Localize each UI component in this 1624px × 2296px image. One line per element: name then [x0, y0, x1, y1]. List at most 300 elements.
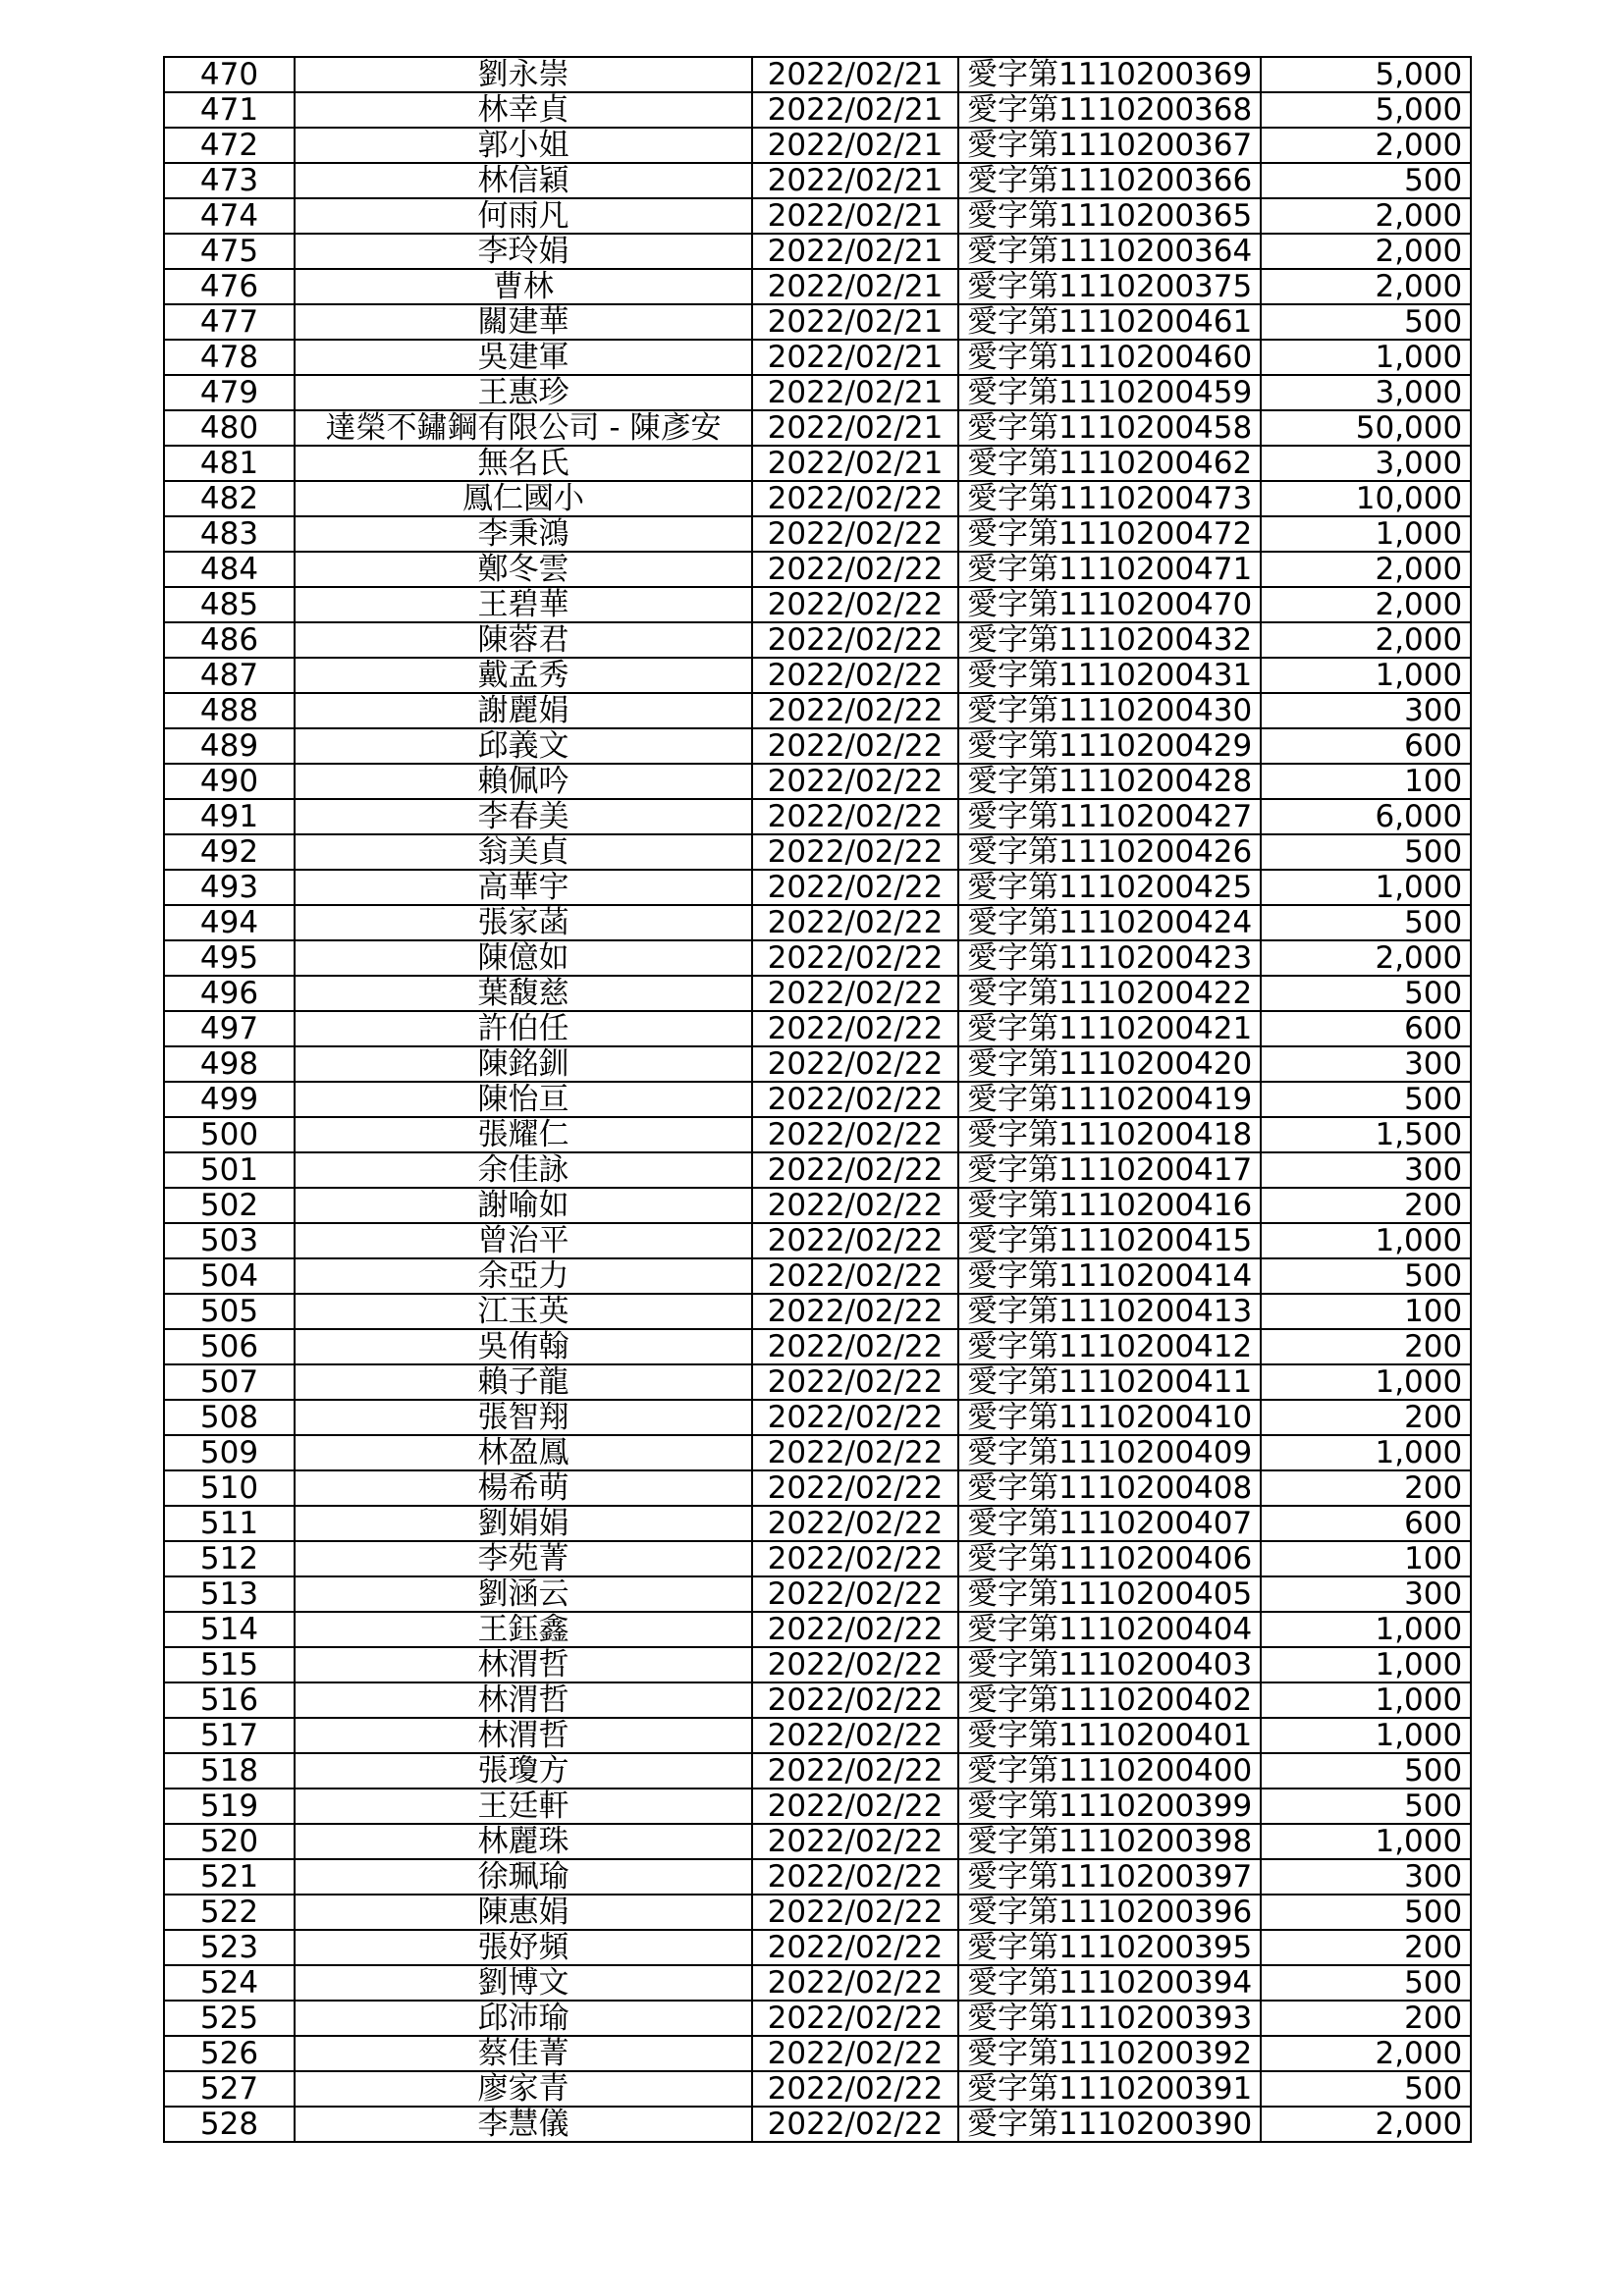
cell-number: 489: [164, 728, 295, 764]
cell-receipt-no: 愛字第1110200394: [958, 1965, 1261, 2001]
cell-donor-name: 邱義文: [295, 728, 752, 764]
cell-date: 2022/02/22: [752, 1152, 958, 1188]
cell-donor-name: 關建華: [295, 304, 752, 340]
cell-number: 494: [164, 905, 295, 940]
cell-date: 2022/02/22: [752, 1895, 958, 1930]
cell-amount: 300: [1261, 693, 1471, 728]
cell-amount: 200: [1261, 2001, 1471, 2036]
cell-number: 474: [164, 198, 295, 234]
cell-date: 2022/02/22: [752, 516, 958, 552]
table-row: [164, 1506, 1471, 1541]
table-row: [164, 1400, 1471, 1435]
cell-donor-name: 劉娟娟: [295, 1506, 752, 1541]
cell-amount: 500: [1261, 976, 1471, 1011]
cell-number: 483: [164, 516, 295, 552]
cell-date: 2022/02/22: [752, 1576, 958, 1612]
table-row: [164, 128, 1471, 163]
cell-amount: 500: [1261, 834, 1471, 870]
cell-amount: 2,000: [1261, 128, 1471, 163]
cell-amount: 200: [1261, 1329, 1471, 1364]
cell-receipt-no: 愛字第1110200367: [958, 128, 1261, 163]
cell-number: 496: [164, 976, 295, 1011]
cell-receipt-no: 愛字第1110200413: [958, 1294, 1261, 1329]
cell-receipt-no: 愛字第1110200409: [958, 1435, 1261, 1470]
cell-receipt-no: 愛字第1110200369: [958, 57, 1261, 92]
cell-date: 2022/02/21: [752, 269, 958, 304]
cell-donor-name: 張瓊方: [295, 1753, 752, 1789]
cell-donor-name: 林渭哲: [295, 1718, 752, 1753]
cell-donor-name: 翁美貞: [295, 834, 752, 870]
cell-date: 2022/02/22: [752, 1364, 958, 1400]
cell-date: 2022/02/22: [752, 905, 958, 940]
cell-date: 2022/02/21: [752, 92, 958, 128]
cell-date: 2022/02/21: [752, 198, 958, 234]
cell-number: 513: [164, 1576, 295, 1612]
table-row: [164, 1258, 1471, 1294]
cell-receipt-no: 愛字第1110200423: [958, 940, 1261, 976]
cell-donor-name: 林盈鳳: [295, 1435, 752, 1470]
table-row: [164, 57, 1471, 92]
table-row: [164, 1930, 1471, 1965]
cell-donor-name: 吳建軍: [295, 340, 752, 375]
cell-date: 2022/02/22: [752, 2071, 958, 2107]
table-row: [164, 1789, 1471, 1824]
cell-number: 518: [164, 1753, 295, 1789]
cell-receipt-no: 愛字第1110200400: [958, 1753, 1261, 1789]
cell-receipt-no: 愛字第1110200471: [958, 552, 1261, 587]
cell-date: 2022/02/22: [752, 2107, 958, 2142]
cell-date: 2022/02/22: [752, 728, 958, 764]
table-row: [164, 622, 1471, 658]
cell-receipt-no: 愛字第1110200415: [958, 1223, 1261, 1258]
cell-amount: 200: [1261, 1188, 1471, 1223]
table-row: [164, 552, 1471, 587]
cell-donor-name: 陳億如: [295, 940, 752, 976]
cell-receipt-no: 愛字第1110200421: [958, 1011, 1261, 1046]
cell-amount: 1,000: [1261, 340, 1471, 375]
cell-donor-name: 無名氏: [295, 446, 752, 481]
cell-donor-name: 賴佩吟: [295, 764, 752, 799]
table-row: [164, 1895, 1471, 1930]
cell-date: 2022/02/22: [752, 2001, 958, 2036]
cell-number: 525: [164, 2001, 295, 2036]
cell-receipt-no: 愛字第1110200364: [958, 234, 1261, 269]
cell-number: 499: [164, 1082, 295, 1117]
cell-receipt-no: 愛字第1110200397: [958, 1859, 1261, 1895]
cell-receipt-no: 愛字第1110200365: [958, 198, 1261, 234]
cell-donor-name: 林幸貞: [295, 92, 752, 128]
cell-amount: 500: [1261, 1789, 1471, 1824]
table-row: [164, 410, 1471, 446]
cell-donor-name: 余佳詠: [295, 1152, 752, 1188]
cell-donor-name: 吳侑翰: [295, 1329, 752, 1364]
cell-receipt-no: 愛字第1110200425: [958, 870, 1261, 905]
cell-receipt-no: 愛字第1110200414: [958, 1258, 1261, 1294]
cell-amount: 3,000: [1261, 446, 1471, 481]
cell-receipt-no: 愛字第1110200392: [958, 2036, 1261, 2071]
cell-receipt-no: 愛字第1110200473: [958, 481, 1261, 516]
cell-number: 526: [164, 2036, 295, 2071]
cell-receipt-no: 愛字第1110200412: [958, 1329, 1261, 1364]
cell-donor-name: 張妤頻: [295, 1930, 752, 1965]
cell-receipt-no: 愛字第1110200404: [958, 1612, 1261, 1647]
cell-number: 517: [164, 1718, 295, 1753]
cell-date: 2022/02/22: [752, 1258, 958, 1294]
table-row: [164, 1682, 1471, 1718]
cell-number: 503: [164, 1223, 295, 1258]
cell-receipt-no: 愛字第1110200419: [958, 1082, 1261, 1117]
table-row: [164, 1753, 1471, 1789]
cell-donor-name: 廖家青: [295, 2071, 752, 2107]
cell-donor-name: 賴子龍: [295, 1364, 752, 1400]
cell-donor-name: 陳惠娟: [295, 1895, 752, 1930]
cell-receipt-no: 愛字第1110200422: [958, 976, 1261, 1011]
cell-donor-name: 張耀仁: [295, 1117, 752, 1152]
cell-donor-name: 林麗珠: [295, 1824, 752, 1859]
cell-receipt-no: 愛字第1110200431: [958, 658, 1261, 693]
cell-number: 481: [164, 446, 295, 481]
cell-receipt-no: 愛字第1110200399: [958, 1789, 1261, 1824]
cell-amount: 6,000: [1261, 799, 1471, 834]
cell-receipt-no: 愛字第1110200428: [958, 764, 1261, 799]
cell-amount: 2,000: [1261, 940, 1471, 976]
cell-receipt-no: 愛字第1110200420: [958, 1046, 1261, 1082]
cell-receipt-no: 愛字第1110200368: [958, 92, 1261, 128]
table-row: [164, 198, 1471, 234]
cell-amount: 600: [1261, 1011, 1471, 1046]
cell-number: 488: [164, 693, 295, 728]
table-row: [164, 92, 1471, 128]
cell-amount: 500: [1261, 2071, 1471, 2107]
cell-date: 2022/02/21: [752, 375, 958, 410]
cell-number: 528: [164, 2107, 295, 2142]
cell-donor-name: 林渭哲: [295, 1682, 752, 1718]
table-row: [164, 1223, 1471, 1258]
cell-donor-name: 陳蓉君: [295, 622, 752, 658]
cell-receipt-no: 愛字第1110200401: [958, 1718, 1261, 1753]
cell-amount: 600: [1261, 728, 1471, 764]
cell-date: 2022/02/22: [752, 1506, 958, 1541]
cell-receipt-no: 愛字第1110200391: [958, 2071, 1261, 2107]
cell-amount: 2,000: [1261, 2107, 1471, 2142]
cell-receipt-no: 愛字第1110200398: [958, 1824, 1261, 1859]
cell-number: 486: [164, 622, 295, 658]
cell-receipt-no: 愛字第1110200411: [958, 1364, 1261, 1400]
cell-receipt-no: 愛字第1110200461: [958, 304, 1261, 340]
cell-number: 478: [164, 340, 295, 375]
cell-number: 508: [164, 1400, 295, 1435]
cell-receipt-no: 愛字第1110200458: [958, 410, 1261, 446]
cell-date: 2022/02/22: [752, 622, 958, 658]
cell-date: 2022/02/22: [752, 870, 958, 905]
cell-number: 477: [164, 304, 295, 340]
cell-donor-name: 葉馥慈: [295, 976, 752, 1011]
cell-amount: 1,500: [1261, 1117, 1471, 1152]
table-row: [164, 269, 1471, 304]
cell-date: 2022/02/22: [752, 1789, 958, 1824]
cell-receipt-no: 愛字第1110200405: [958, 1576, 1261, 1612]
cell-receipt-no: 愛字第1110200470: [958, 587, 1261, 622]
cell-number: 521: [164, 1859, 295, 1895]
table-row: [164, 1576, 1471, 1612]
cell-donor-name: 李玲娟: [295, 234, 752, 269]
cell-amount: 300: [1261, 1576, 1471, 1612]
cell-number: 522: [164, 1895, 295, 1930]
cell-donor-name: 林信穎: [295, 163, 752, 198]
cell-donor-name: 王鈺鑫: [295, 1612, 752, 1647]
donation-table-body: [164, 57, 1471, 2142]
cell-number: 501: [164, 1152, 295, 1188]
cell-receipt-no: 愛字第1110200406: [958, 1541, 1261, 1576]
cell-date: 2022/02/22: [752, 1647, 958, 1682]
cell-amount: 1,000: [1261, 1824, 1471, 1859]
cell-amount: 500: [1261, 1965, 1471, 2001]
cell-date: 2022/02/22: [752, 1117, 958, 1152]
cell-receipt-no: 愛字第1110200430: [958, 693, 1261, 728]
table-row: [164, 516, 1471, 552]
cell-receipt-no: 愛字第1110200393: [958, 2001, 1261, 2036]
cell-date: 2022/02/21: [752, 128, 958, 163]
cell-amount: 100: [1261, 764, 1471, 799]
cell-receipt-no: 愛字第1110200402: [958, 1682, 1261, 1718]
cell-date: 2022/02/21: [752, 446, 958, 481]
cell-number: 520: [164, 1824, 295, 1859]
table-row: [164, 1011, 1471, 1046]
cell-amount: 3,000: [1261, 375, 1471, 410]
cell-date: 2022/02/22: [752, 1965, 958, 2001]
cell-donor-name: 謝喻如: [295, 1188, 752, 1223]
cell-donor-name: 戴孟秀: [295, 658, 752, 693]
table-row: [164, 163, 1471, 198]
cell-date: 2022/02/22: [752, 1753, 958, 1789]
cell-number: 524: [164, 1965, 295, 2001]
cell-date: 2022/02/22: [752, 1082, 958, 1117]
table-row: [164, 870, 1471, 905]
cell-donor-name: 楊希萌: [295, 1470, 752, 1506]
cell-number: 470: [164, 57, 295, 92]
cell-number: 504: [164, 1258, 295, 1294]
table-row: [164, 1859, 1471, 1895]
cell-amount: 2,000: [1261, 269, 1471, 304]
cell-number: 480: [164, 410, 295, 446]
cell-date: 2022/02/22: [752, 940, 958, 976]
cell-receipt-no: 愛字第1110200395: [958, 1930, 1261, 1965]
cell-number: 523: [164, 1930, 295, 1965]
cell-donor-name: 劉博文: [295, 1965, 752, 2001]
cell-donor-name: 何雨凡: [295, 198, 752, 234]
cell-date: 2022/02/22: [752, 1011, 958, 1046]
cell-donor-name: 高華宇: [295, 870, 752, 905]
cell-number: 515: [164, 1647, 295, 1682]
cell-donor-name: 陳怡亘: [295, 1082, 752, 1117]
cell-number: 498: [164, 1046, 295, 1082]
cell-donor-name: 謝麗娟: [295, 693, 752, 728]
cell-donor-name: 劉涵云: [295, 1576, 752, 1612]
cell-donor-name: 鳳仁國小: [295, 481, 752, 516]
cell-donor-name: 王碧華: [295, 587, 752, 622]
cell-number: 519: [164, 1789, 295, 1824]
cell-number: 512: [164, 1541, 295, 1576]
cell-date: 2022/02/21: [752, 163, 958, 198]
cell-number: 476: [164, 269, 295, 304]
cell-date: 2022/02/21: [752, 304, 958, 340]
table-row: [164, 1188, 1471, 1223]
cell-amount: 2,000: [1261, 622, 1471, 658]
table-row: [164, 304, 1471, 340]
cell-date: 2022/02/22: [752, 1223, 958, 1258]
table-row: [164, 940, 1471, 976]
table-row: [164, 1718, 1471, 1753]
table-row: [164, 2107, 1471, 2142]
table-row: [164, 1647, 1471, 1682]
cell-donor-name: 曹林: [295, 269, 752, 304]
cell-number: 491: [164, 799, 295, 834]
table-row: [164, 2001, 1471, 2036]
table-row: [164, 658, 1471, 693]
cell-date: 2022/02/22: [752, 1470, 958, 1506]
cell-amount: 1,000: [1261, 516, 1471, 552]
cell-amount: 500: [1261, 1753, 1471, 1789]
table-row: [164, 1152, 1471, 1188]
cell-number: 505: [164, 1294, 295, 1329]
cell-donor-name: 邱沛瑜: [295, 2001, 752, 2036]
cell-amount: 1,000: [1261, 658, 1471, 693]
cell-date: 2022/02/22: [752, 1859, 958, 1895]
cell-amount: 2,000: [1261, 198, 1471, 234]
cell-number: 514: [164, 1612, 295, 1647]
cell-number: 485: [164, 587, 295, 622]
cell-receipt-no: 愛字第1110200417: [958, 1152, 1261, 1188]
cell-number: 516: [164, 1682, 295, 1718]
table-row: [164, 234, 1471, 269]
cell-number: 507: [164, 1364, 295, 1400]
table-row: [164, 2071, 1471, 2107]
cell-date: 2022/02/22: [752, 1930, 958, 1965]
table-row: [164, 799, 1471, 834]
cell-date: 2022/02/22: [752, 1718, 958, 1753]
cell-number: 493: [164, 870, 295, 905]
cell-date: 2022/02/21: [752, 410, 958, 446]
cell-number: 492: [164, 834, 295, 870]
cell-number: 490: [164, 764, 295, 799]
cell-amount: 1,000: [1261, 870, 1471, 905]
cell-date: 2022/02/21: [752, 57, 958, 92]
table-row: [164, 834, 1471, 870]
table-row: [164, 905, 1471, 940]
cell-amount: 1,000: [1261, 1435, 1471, 1470]
table-row: [164, 1046, 1471, 1082]
cell-date: 2022/02/22: [752, 1329, 958, 1364]
cell-amount: 1,000: [1261, 1612, 1471, 1647]
cell-amount: 1,000: [1261, 1223, 1471, 1258]
table-row: [164, 1082, 1471, 1117]
table-row: [164, 693, 1471, 728]
cell-donor-name: 李苑菁: [295, 1541, 752, 1576]
cell-receipt-no: 愛字第1110200432: [958, 622, 1261, 658]
cell-receipt-no: 愛字第1110200462: [958, 446, 1261, 481]
cell-amount: 500: [1261, 1082, 1471, 1117]
table-row: [164, 764, 1471, 799]
cell-receipt-no: 愛字第1110200366: [958, 163, 1261, 198]
cell-number: 482: [164, 481, 295, 516]
cell-number: 473: [164, 163, 295, 198]
cell-date: 2022/02/22: [752, 552, 958, 587]
cell-number: 502: [164, 1188, 295, 1223]
donation-table: [163, 56, 1472, 2143]
cell-date: 2022/02/22: [752, 481, 958, 516]
cell-amount: 5,000: [1261, 92, 1471, 128]
cell-receipt-no: 愛字第1110200403: [958, 1647, 1261, 1682]
table-row: [164, 587, 1471, 622]
table-row: [164, 2036, 1471, 2071]
cell-number: 471: [164, 92, 295, 128]
cell-date: 2022/02/22: [752, 1188, 958, 1223]
cell-donor-name: 曾治平: [295, 1223, 752, 1258]
cell-amount: 500: [1261, 163, 1471, 198]
cell-number: 506: [164, 1329, 295, 1364]
cell-date: 2022/02/22: [752, 976, 958, 1011]
cell-donor-name: 徐珮瑜: [295, 1859, 752, 1895]
cell-date: 2022/02/22: [752, 764, 958, 799]
cell-number: 509: [164, 1435, 295, 1470]
cell-date: 2022/02/22: [752, 1046, 958, 1082]
cell-number: 484: [164, 552, 295, 587]
cell-amount: 200: [1261, 1470, 1471, 1506]
cell-donor-name: 達榮不鏽鋼有限公司 - 陳彥安: [295, 410, 752, 446]
cell-date: 2022/02/22: [752, 1294, 958, 1329]
cell-donor-name: 余亞力: [295, 1258, 752, 1294]
cell-number: 479: [164, 375, 295, 410]
cell-number: 527: [164, 2071, 295, 2107]
table-row: [164, 1329, 1471, 1364]
cell-donor-name: 蔡佳菁: [295, 2036, 752, 2071]
cell-amount: 100: [1261, 1294, 1471, 1329]
table-row: [164, 340, 1471, 375]
table-row: [164, 1364, 1471, 1400]
cell-amount: 200: [1261, 1930, 1471, 1965]
cell-receipt-no: 愛字第1110200390: [958, 2107, 1261, 2142]
cell-receipt-no: 愛字第1110200459: [958, 375, 1261, 410]
cell-date: 2022/02/22: [752, 1400, 958, 1435]
cell-date: 2022/02/22: [752, 799, 958, 834]
cell-amount: 1,000: [1261, 1682, 1471, 1718]
cell-amount: 1,000: [1261, 1364, 1471, 1400]
cell-number: 500: [164, 1117, 295, 1152]
cell-date: 2022/02/22: [752, 834, 958, 870]
cell-receipt-no: 愛字第1110200472: [958, 516, 1261, 552]
cell-amount: 500: [1261, 1895, 1471, 1930]
table-row: [164, 446, 1471, 481]
cell-number: 475: [164, 234, 295, 269]
cell-date: 2022/02/21: [752, 234, 958, 269]
cell-amount: 10,000: [1261, 481, 1471, 516]
cell-number: 510: [164, 1470, 295, 1506]
cell-amount: 200: [1261, 1400, 1471, 1435]
cell-donor-name: 李秉鴻: [295, 516, 752, 552]
cell-amount: 500: [1261, 1258, 1471, 1294]
table-row: [164, 375, 1471, 410]
cell-date: 2022/02/22: [752, 693, 958, 728]
cell-number: 487: [164, 658, 295, 693]
cell-donor-name: 郭小姐: [295, 128, 752, 163]
cell-date: 2022/02/22: [752, 1541, 958, 1576]
cell-amount: 100: [1261, 1541, 1471, 1576]
cell-amount: 500: [1261, 905, 1471, 940]
table-row: [164, 1824, 1471, 1859]
cell-receipt-no: 愛字第1110200375: [958, 269, 1261, 304]
table-row: [164, 1294, 1471, 1329]
cell-receipt-no: 愛字第1110200408: [958, 1470, 1261, 1506]
